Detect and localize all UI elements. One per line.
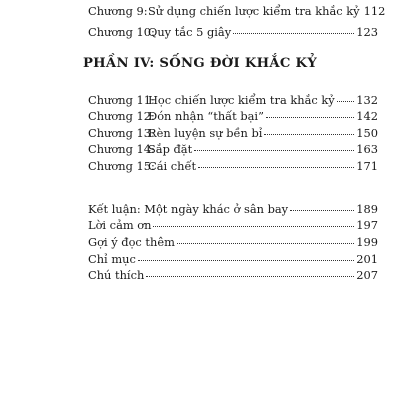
part-heading: PHẦN IV: SỐNG ĐỜI KHẮC KỶ — [82, 56, 318, 71]
page-number: 123 — [356, 25, 378, 39]
chapter-title: Học chiến lược kiểm tra khắc kỷ — [148, 93, 335, 107]
chapter-number: Chương 14: — [88, 142, 155, 156]
dot-leader — [198, 157, 354, 168]
chapter-number: Chương 15: — [88, 159, 155, 173]
page-number: 163 — [356, 142, 378, 156]
toc-entry[interactable] — [88, 202, 378, 216]
entry-title: Chỉ mục — [88, 252, 136, 266]
dot-leader — [264, 124, 354, 135]
page-number: 207 — [356, 268, 378, 282]
toc-entry[interactable] — [88, 25, 378, 39]
page-number: 199 — [356, 235, 378, 249]
toc-entry[interactable] — [88, 218, 378, 232]
page-number: 189 — [356, 202, 378, 216]
dot-leader — [177, 233, 354, 244]
toc-entry[interactable] — [88, 159, 378, 173]
chapter-title: Rèn luyện sự bền bỉ — [148, 126, 263, 140]
toc-entry[interactable] — [88, 109, 378, 123]
page-number: 142 — [356, 109, 378, 123]
dot-leader — [153, 216, 354, 227]
dot-leader — [233, 23, 354, 34]
chapter-number: Chương 9: — [88, 4, 148, 18]
chapter-number: Chương 11: — [88, 93, 155, 107]
chapter-title: Sử dụng chiến lược kiểm tra khắc kỷ — [148, 4, 360, 18]
page-number: 150 — [356, 126, 378, 140]
dot-leader — [266, 107, 354, 118]
dot-leader — [138, 250, 354, 261]
entry-title: Kết luận: Một ngày khác ở sân bay — [88, 202, 289, 216]
chapter-title: Sắp đặt — [148, 142, 193, 156]
page-number: 132 — [356, 93, 378, 107]
dot-leader — [146, 266, 354, 277]
toc-entry[interactable] — [88, 235, 378, 249]
page-number: 201 — [356, 252, 378, 266]
dot-leader — [290, 200, 354, 211]
page-number: 197 — [356, 218, 378, 232]
chapter-number: Chương 10: — [88, 25, 155, 39]
chapter-title: Cái chết — [148, 159, 197, 173]
toc-entry[interactable] — [88, 4, 386, 18]
toc-entry[interactable] — [88, 126, 378, 140]
entry-title: Gợi ý đọc thêm — [88, 235, 175, 249]
toc-entry[interactable] — [88, 268, 378, 282]
chapter-title: Quy tắc 5 giây — [148, 25, 232, 39]
bleed-through-text — [90, 300, 93, 314]
toc-entry[interactable] — [88, 93, 378, 107]
entry-title: Lời cảm ơn — [88, 218, 152, 232]
dot-leader — [194, 140, 354, 151]
toc-entry[interactable] — [88, 252, 378, 266]
entry-title: Chú thích — [88, 268, 145, 282]
page-number: 171 — [356, 159, 378, 173]
toc-entry[interactable] — [88, 142, 378, 156]
page-number: 112 — [363, 4, 386, 18]
dot-leader — [337, 91, 355, 102]
chapter-number: Chương 12: — [88, 109, 155, 123]
chapter-title: Đón nhận “thất bại” — [148, 109, 264, 123]
chapter-number: Chương 13: — [88, 126, 155, 140]
